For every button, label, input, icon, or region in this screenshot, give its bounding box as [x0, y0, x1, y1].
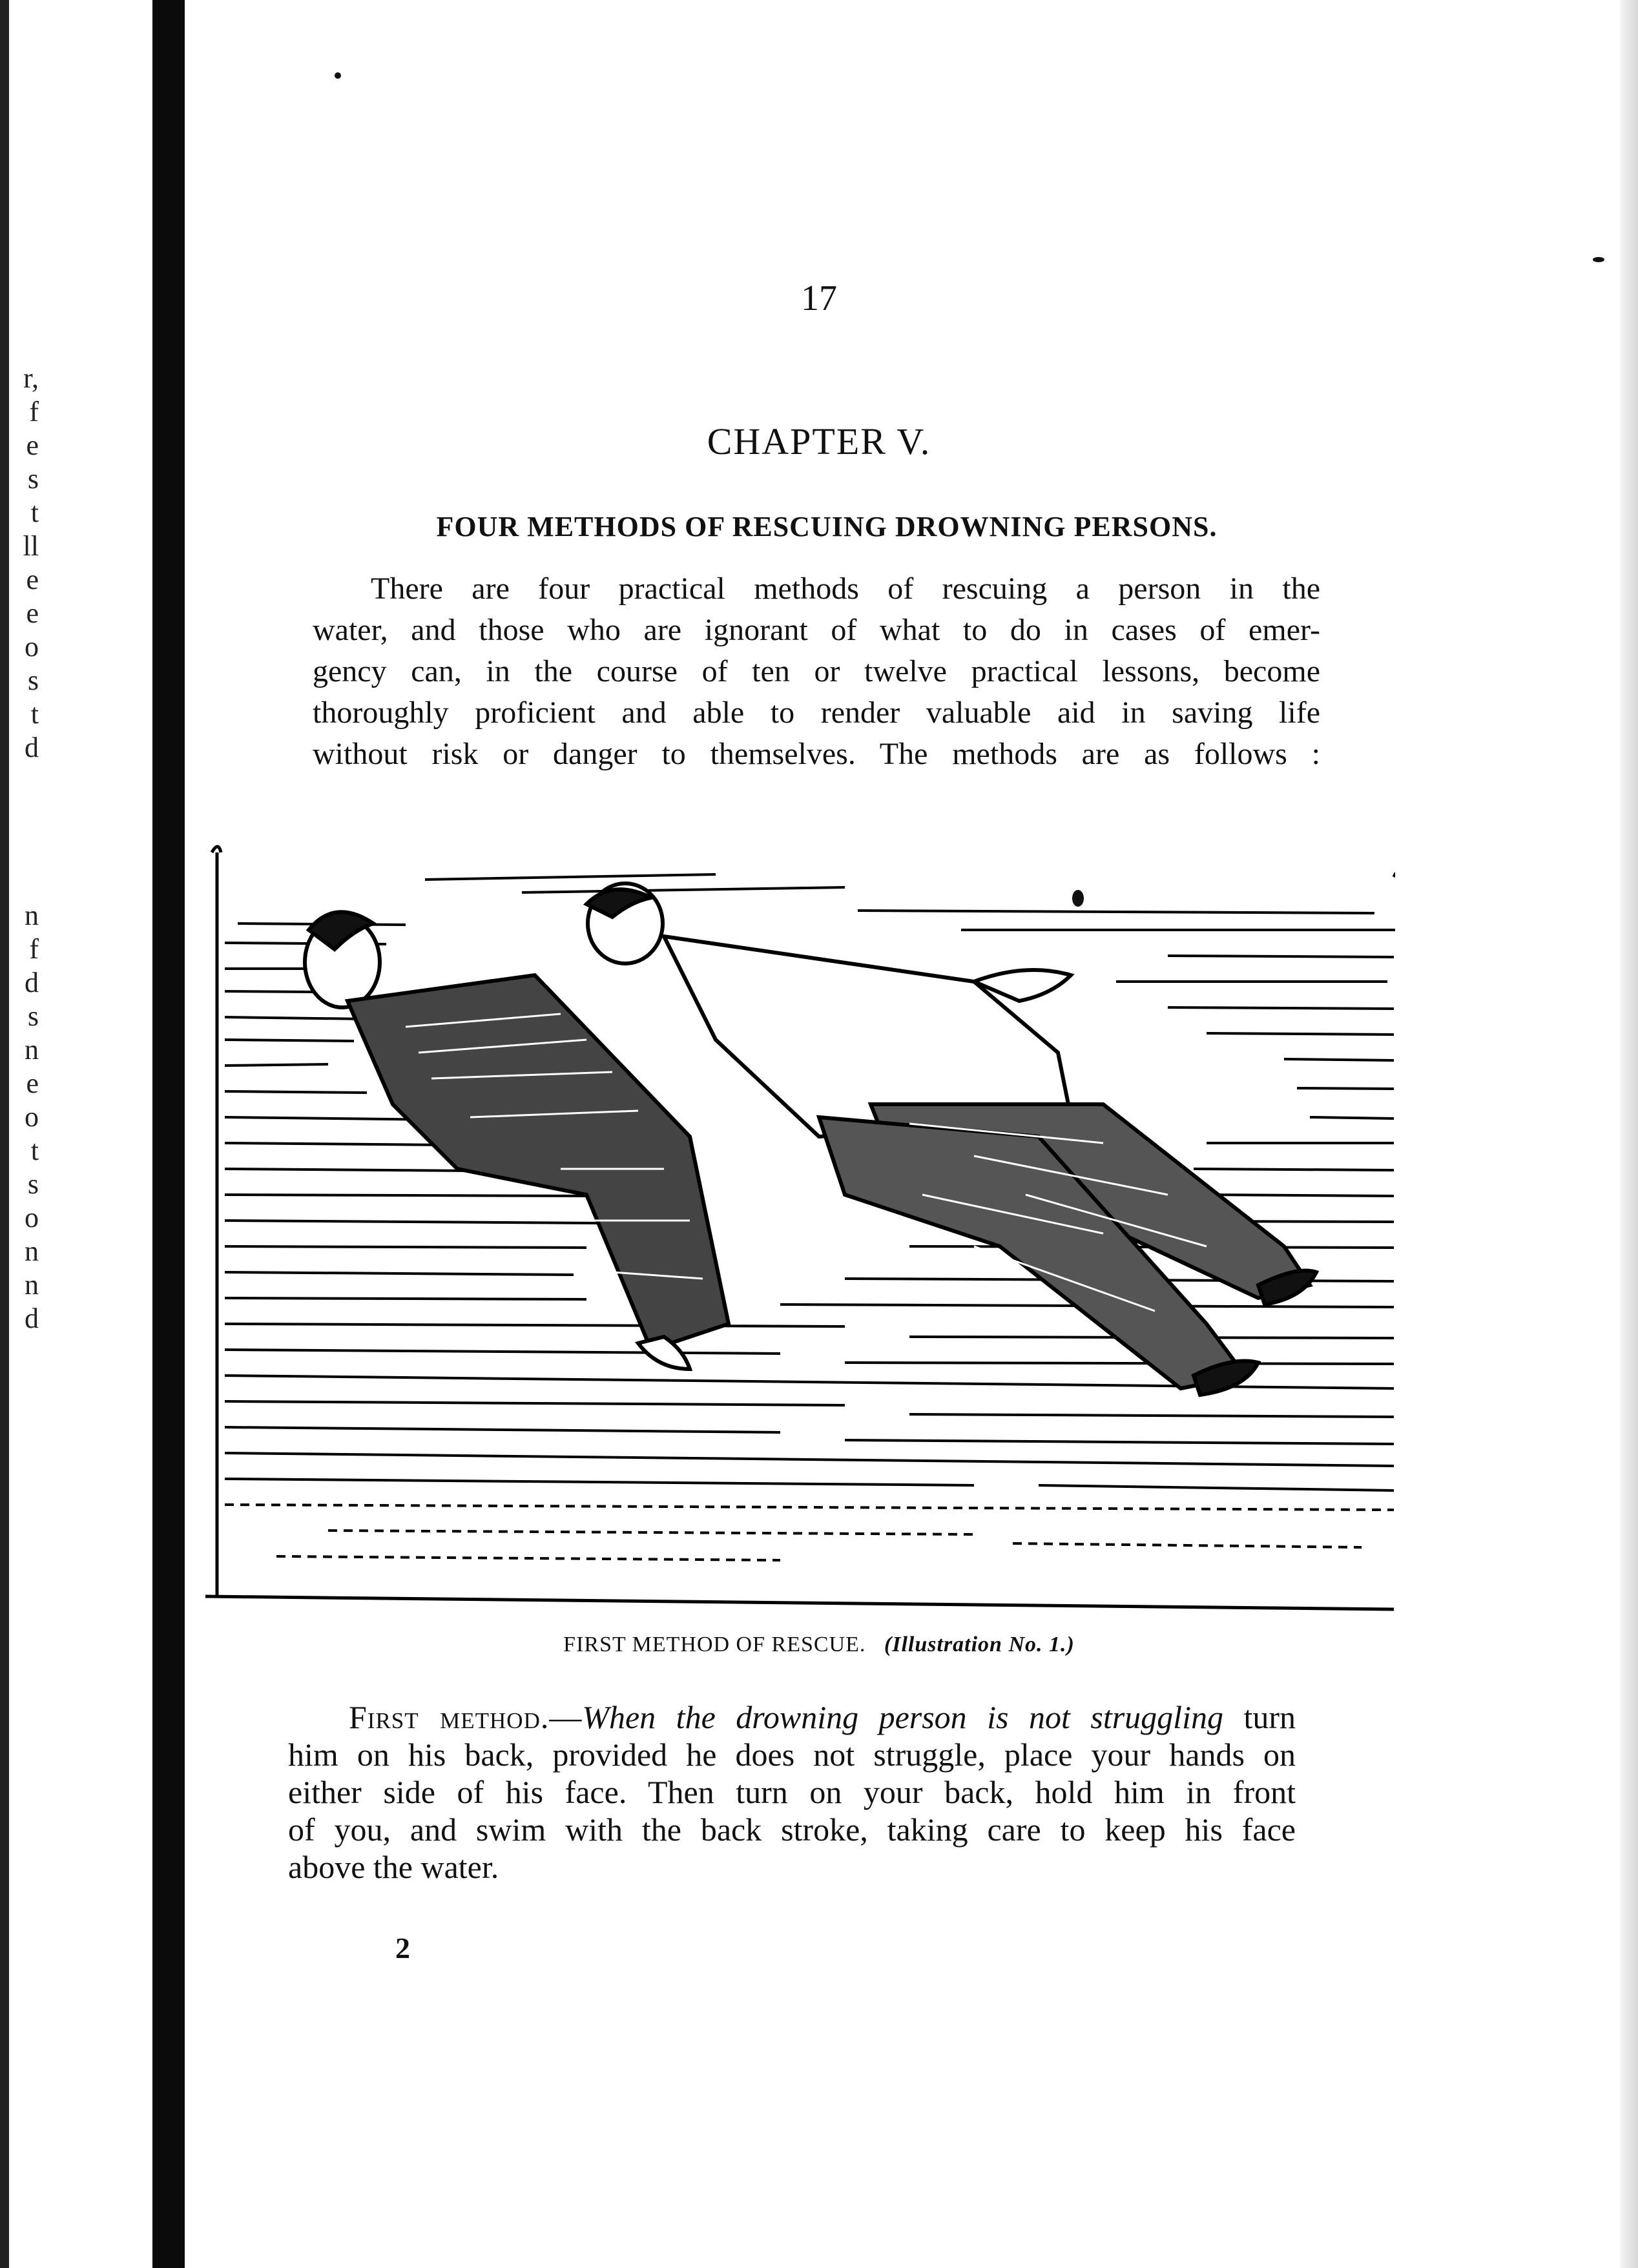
text-line: without risk or danger to themselves. The methods are as follows : — [313, 737, 1320, 771]
text-line: of you, and swim with the back stroke, taking care to keep his face — [288, 1811, 1296, 1848]
ink-speck — [335, 72, 341, 79]
method-condition: When the drowning person is not struggling — [582, 1699, 1223, 1735]
text-line: gency can, in the course of ten or twelve practical lessons, become — [313, 654, 1320, 688]
text-fragment: turn — [1243, 1699, 1296, 1735]
water-dashes — [225, 1505, 1394, 1560]
bleed-fragment: n — [25, 900, 39, 931]
page-number: 17 — [801, 278, 837, 318]
drowning-person — [305, 912, 729, 1369]
bleed-fragment: n — [25, 1034, 39, 1066]
bleed-fragment: t — [30, 497, 39, 528]
bleed-fragment — [0, 832, 39, 865]
text-line — [288, 1698, 1296, 1736]
bleed-fragment: n — [25, 1235, 39, 1267]
bleed-fragment: t — [30, 1135, 39, 1166]
bleed-fragment — [0, 765, 39, 798]
bleed-fragment: o — [25, 1101, 39, 1133]
facing-page-bleed — [0, 362, 39, 1335]
first-method-paragraph — [288, 1698, 1296, 1886]
bleed-fragment — [0, 865, 39, 899]
bleed-fragment: s — [27, 1000, 39, 1032]
bleed-fragment: s — [27, 463, 39, 495]
bleed-fragment: ll — [23, 530, 39, 562]
text-line: either side of his face. Then turn on your back, hold him in front — [288, 1774, 1296, 1810]
bleed-fragment: e — [26, 597, 39, 629]
bleed-fragment: r, — [23, 362, 39, 394]
method-label: First method.— — [349, 1699, 583, 1735]
bleed-fragment: d — [25, 732, 39, 763]
rescue-illustration — [199, 833, 1395, 1627]
bleed-fragment: o — [25, 1202, 39, 1233]
text-line: him on his back, provided he does not struggle, place your hands on — [288, 1737, 1296, 1773]
bleed-fragment: n — [25, 1269, 39, 1301]
bleed-fragment: e — [26, 1067, 39, 1099]
text-line: thoroughly proficient and able to render valuable aid in saving life — [313, 696, 1320, 730]
frame-curl-left — [212, 847, 221, 852]
bleed-fragment: f — [29, 396, 39, 428]
frame-curl-right — [1394, 871, 1395, 882]
bleed-fragment: o — [25, 631, 39, 663]
bleed-fragment: e — [26, 429, 39, 461]
bleed-fragment: d — [25, 1303, 39, 1334]
figure-caption — [0, 1633, 1638, 1657]
signature-mark: 2 — [395, 1932, 410, 1964]
bleed-fragment: d — [25, 967, 39, 998]
bleed-fragment: s — [27, 1168, 39, 1200]
bleed-fragment: e — [26, 564, 39, 595]
bleed-fragment: s — [27, 665, 39, 696]
caption-illustration-number: (Illustration No. 1.) — [884, 1633, 1075, 1656]
bleed-fragment: t — [30, 698, 39, 730]
chapter-heading: CHAPTER V. — [707, 420, 931, 462]
scan-right-edge — [1620, 0, 1638, 2268]
intro-paragraph — [313, 568, 1320, 775]
text-line: above the water. — [288, 1849, 499, 1885]
page-gutter-band — [152, 0, 185, 2268]
ink-speck — [1593, 257, 1604, 262]
bleed-fragment: f — [29, 933, 39, 965]
bleed-fragment — [0, 798, 39, 832]
text-line: There are four practical methods of rescuing a person in the — [371, 572, 1320, 606]
section-title: FOUR METHODS OF RESCUING DROWNING PERSONS. — [436, 511, 1218, 542]
text-line: water, and those who are ignorant of what to do in cases of emer- — [313, 613, 1320, 647]
frame-bottom — [205, 1596, 1394, 1609]
caption-title: FIRST METHOD OF RESCUE. — [563, 1633, 866, 1656]
